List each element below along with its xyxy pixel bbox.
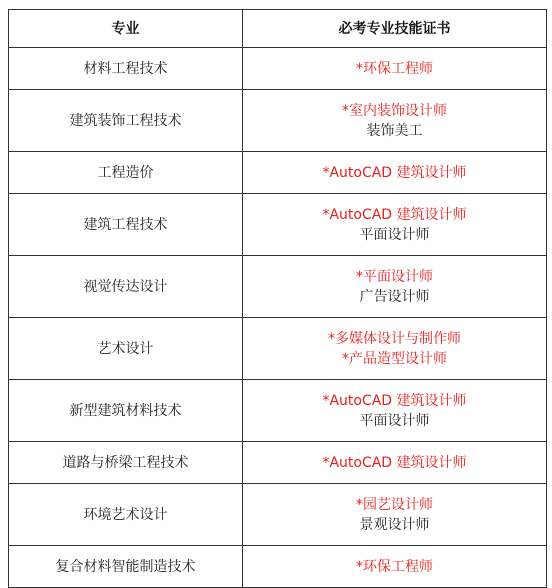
table-row — [9, 194, 547, 256]
certificates-cell — [243, 380, 547, 442]
required-certificate: *AutoCAD 建筑设计师 — [322, 454, 467, 471]
required-certificate: *环保工程师 — [356, 60, 433, 77]
major-cell: 材料工程技术 — [9, 48, 243, 90]
certificates-cell — [243, 484, 547, 546]
certificate: 装饰美工 — [366, 122, 423, 139]
certificate-table-container — [8, 9, 547, 588]
required-certificate: *AutoCAD 建筑设计师 — [322, 164, 467, 181]
major-cell: 道路与桥梁工程技术 — [9, 442, 243, 484]
certificate: 平面设计师 — [359, 412, 430, 429]
major-certificate-table — [8, 9, 547, 588]
required-certificate: *平面设计师 — [356, 268, 433, 285]
certificate: 广告设计师 — [359, 288, 430, 305]
table-row — [9, 318, 547, 380]
required-certificate: *AutoCAD 建筑设计师 — [322, 206, 467, 223]
major-cell: 工程造价 — [9, 152, 243, 194]
certificates-cell — [243, 318, 547, 380]
certificates-cell — [243, 256, 547, 318]
certificates-cell — [243, 48, 547, 90]
certificate: 平面设计师 — [359, 226, 430, 243]
major-cell: 复合材料智能制造技术 — [9, 546, 243, 588]
required-certificate: *园艺设计师 — [356, 496, 433, 513]
major-cell: 环境艺术设计 — [9, 484, 243, 546]
certificates-cell — [243, 90, 547, 152]
required-certificate: *环保工程师 — [356, 558, 433, 575]
table-row — [9, 256, 547, 318]
major-cell: 艺术设计 — [9, 318, 243, 380]
major-cell: 建筑装饰工程技术 — [9, 90, 243, 152]
certificates-cell — [243, 152, 547, 194]
required-certificate: *室内装饰设计师 — [342, 102, 447, 119]
table-body — [9, 48, 547, 588]
major-cell: 新型建筑材料技术 — [9, 380, 243, 442]
table-row — [9, 442, 547, 484]
table-row — [9, 484, 547, 546]
table-row — [9, 48, 547, 90]
table-row — [9, 152, 547, 194]
major-cell: 视觉传达设计 — [9, 256, 243, 318]
header-certificates: 必考专业技能证书 — [243, 10, 547, 48]
major-cell: 建筑工程技术 — [9, 194, 243, 256]
required-certificate: *AutoCAD 建筑设计师 — [322, 392, 467, 409]
required-certificate: *多媒体设计与制作师 — [328, 330, 461, 347]
table-row — [9, 380, 547, 442]
table-row — [9, 90, 547, 152]
certificates-cell — [243, 546, 547, 588]
table-header-row — [9, 10, 547, 48]
certificates-cell — [243, 194, 547, 256]
certificates-cell — [243, 442, 547, 484]
required-certificate: *产品造型设计师 — [342, 350, 447, 367]
certificate: 景观设计师 — [359, 516, 430, 533]
table-row — [9, 546, 547, 588]
header-major: 专业 — [9, 10, 243, 48]
